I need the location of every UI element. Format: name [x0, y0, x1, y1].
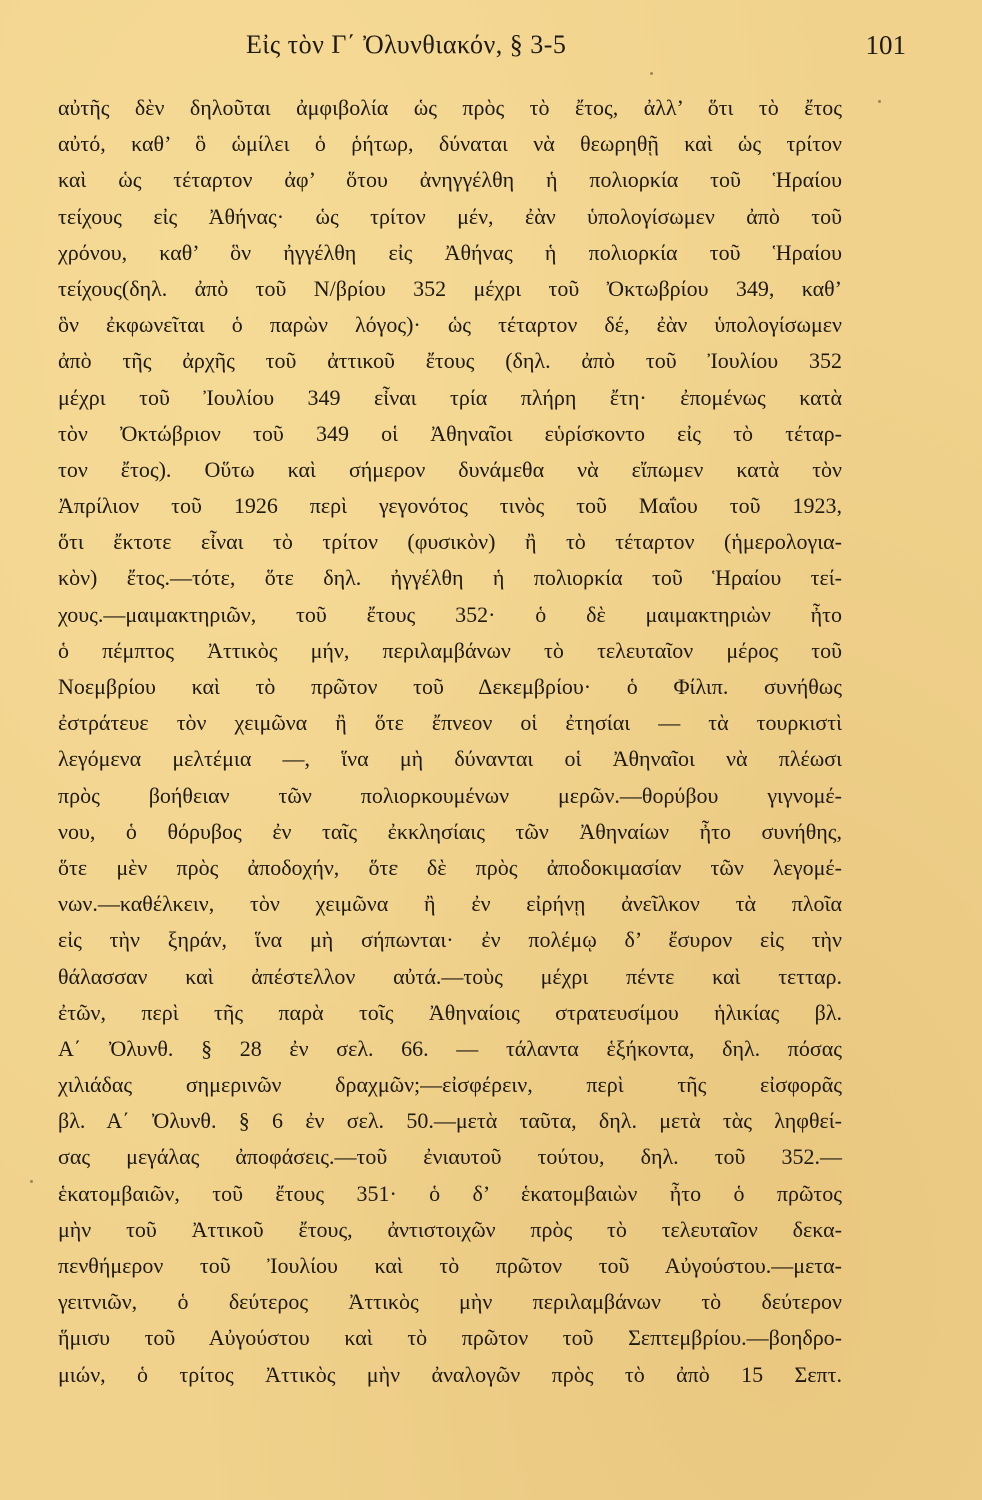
- text-line: μὴν τοῦ Ἀττικοῦ ἔτους, ἀντιστοιχῶν πρὸς τὸ τελευταῖον δεκα-: [58, 1216, 842, 1242]
- text-line: αὐτῆς δὲν δηλοῦται ἀμφιβολία ὡς πρὸς τὸ ἔτος, ἀλλ’ ὅτι τὸ ἔτος: [58, 95, 842, 120]
- text-line: ἥμισυ τοῦ Αὐγούστου καὶ τὸ πρῶτον τοῦ Σεπτεμβρίου.—βοηδρο-: [58, 1325, 842, 1351]
- paper-speck: [878, 100, 881, 103]
- text-line: αὐτό, καθ’ ὃ ὡμίλει ὁ ῥήτωρ, δύναται νὰ θεωρηθῇ καὶ ὡς τρίτον: [58, 131, 842, 157]
- text-line: καὶ ὡς τέταρτον ἀφ’ ὅτου ἀνηγγέλθη ἡ πολιορκία τοῦ Ἡραίου: [58, 167, 842, 193]
- text-line: σας μεγάλας ἀποφάσεις.—τοῦ ἐνιαυτοῦ τούτου, δηλ. τοῦ 352.—: [58, 1144, 842, 1170]
- text-line: τείχους εἰς Ἀθήνας· ὡς τρίτον μέν, ἐὰν ὑπολογίσωμεν ἀπὸ τοῦ: [58, 203, 842, 229]
- commentary-text: [58, 90, 842, 1393]
- page-number: 101: [865, 30, 906, 60]
- paper-speck: [395, 865, 398, 868]
- text-line: Ἀπρίλιον τοῦ 1926 περὶ γεγονότος τινὸς τοῦ Μαΐου τοῦ 1923,: [58, 493, 842, 519]
- text-line: χιλιάδας σημερινῶν δραχμῶν;—εἰσφέρειν, περὶ τῆς εἰσφορᾶς: [58, 1072, 842, 1098]
- text-line: θάλασσαν καὶ ἀπέστελλον αὐτά.—τοὺς μέχρι πέντε καὶ τετταρ.: [58, 963, 842, 989]
- text-line: μιών, ὁ τρίτος Ἀττικὸς μὴν ἀναλογῶν πρὸς τὸ ἀπὸ 15 Σεπτ.: [58, 1361, 842, 1387]
- text-line: λεγόμενα μελτέμια —, ἵνα μὴ δύνανται οἱ Ἀθηναῖοι νὰ πλέωσι: [58, 746, 842, 772]
- text-line: χρόνου, καθ’ ὃν ἠγγέλθη εἰς Ἀθήνας ἡ πολιορκία τοῦ Ἡραίου: [58, 239, 842, 265]
- text-line: ἑκατομβαιῶν, τοῦ ἔτους 351· ὁ δ’ ἑκατομβαιὼν ἦτο ὁ πρῶτος: [58, 1180, 842, 1206]
- paper-speck: [30, 1180, 33, 1183]
- text-line: ἀπὸ τῆς ἀρχῆς τοῦ ἀττικοῦ ἔτους (δηλ. ἀπὸ τοῦ Ἰουλίου 352: [58, 348, 842, 374]
- text-line: εἰς τὴν ξηράν, ἵνα μὴ σήπωνται· ἐν πολέμῳ δ’ ἔσυρον εἰς τὴν: [58, 927, 842, 953]
- running-title: Εἰς τὸν Γ΄ Ὀλυνθιακόν, § 3-5: [246, 30, 567, 59]
- text-line: πενθήμερον τοῦ Ἰουλίου καὶ τὸ πρῶτον τοῦ Αὐγούστου.—μετα-: [58, 1253, 842, 1278]
- text-line: μέχρι τοῦ Ἰουλίου 349 εἶναι τρία πλήρη ἔτη· ἐπομένως κατὰ: [58, 384, 842, 410]
- text-line: ὅτε μὲν πρὸς ἀποδοχήν, ὅτε δὲ πρὸς ἀποδοκιμασίαν τῶν λεγομέ-: [58, 854, 842, 880]
- text-line: ἐτῶν, περὶ τῆς παρὰ τοῖς Ἀθηναίοις στρατευσίμου ἡλικίας βλ.: [58, 999, 842, 1025]
- text-line: ὃν ἐκφωνεῖται ὁ παρὼν λόγος)· ὡς τέταρτον δέ, ἐὰν ὑπολογίσωμεν: [58, 312, 842, 338]
- text-line: νου, ὁ θόρυβος ἐν ταῖς ἐκκλησίαις τῶν Ἀθηναίων ἦτο συνήθης,: [58, 818, 842, 844]
- text-line: τείχους(δηλ. ἀπὸ τοῦ Ν/βρίου 352 μέχρι τοῦ Ὀκτωβρίου 349, καθ’: [58, 275, 842, 301]
- text-line: χους.—μαιμακτηριῶν, τοῦ ἔτους 352· ὁ δὲ μαιμακτηριὼν ἦτο: [58, 601, 842, 627]
- paper-speck: [650, 72, 653, 75]
- text-line: ὅτι ἔκτοτε εἶναι τὸ τρίτον (φυσικὸν) ἢ τὸ τέταρτον (ἡμερολογια-: [58, 529, 842, 555]
- text-line: πρὸς βοήθειαν τῶν πολιορκουμένων μερῶν.—θορύβου γιγνομέ-: [58, 782, 842, 808]
- text-line: ὁ πέμπτος Ἀττικὸς μήν, περιλαμβάνων τὸ τελευταῖον μέρος τοῦ: [58, 637, 842, 663]
- text-line: Νοεμβρίου καὶ τὸ πρῶτον τοῦ Δεκεμβρίου· ὁ Φίλιπ. συνήθως: [58, 674, 842, 699]
- text-line: Α΄ Ὀλυνθ. § 28 ἐν σελ. 66. — τάλαντα ἑξήκοντα, δηλ. πόσας: [58, 1035, 842, 1061]
- text-line: ἐστράτευε τὸν χειμῶνα ἢ ὅτε ἔπνεον οἱ ἐτησίαι — τὰ τουρκιστὶ: [58, 710, 842, 736]
- text-line: τον ἔτος). Οὕτω καὶ σήμερον δυνάμεθα νὰ εἴπωμεν κατὰ τὸν: [58, 456, 842, 482]
- text-line: γειτνιῶν, ὁ δεύτερος Ἀττικὸς μὴν περιλαμβάνων τὸ δεύτερον: [58, 1289, 842, 1315]
- text-line: νων.—καθέλκειν, τὸν χειμῶνα ἢ ἐν εἰρήνῃ ἀνεῖλκον τὰ πλοῖα: [58, 891, 842, 917]
- text-line: τὸν Ὀκτώβριον τοῦ 349 οἱ Ἀθηναῖοι εὑρίσκοντο εἰς τὸ τέταρ-: [58, 420, 842, 446]
- text-line: βλ. Α΄ Ὀλυνθ. § 6 ἐν σελ. 50.—μετὰ ταῦτα, δηλ. μετὰ τὰς ληφθεί-: [58, 1108, 842, 1134]
- text-line: κὸν) ἔτος.—τότε, ὅτε δηλ. ἠγγέλθη ἡ πολιορκία τοῦ Ἡραίου τεί-: [58, 565, 842, 591]
- page-header: [56, 28, 906, 68]
